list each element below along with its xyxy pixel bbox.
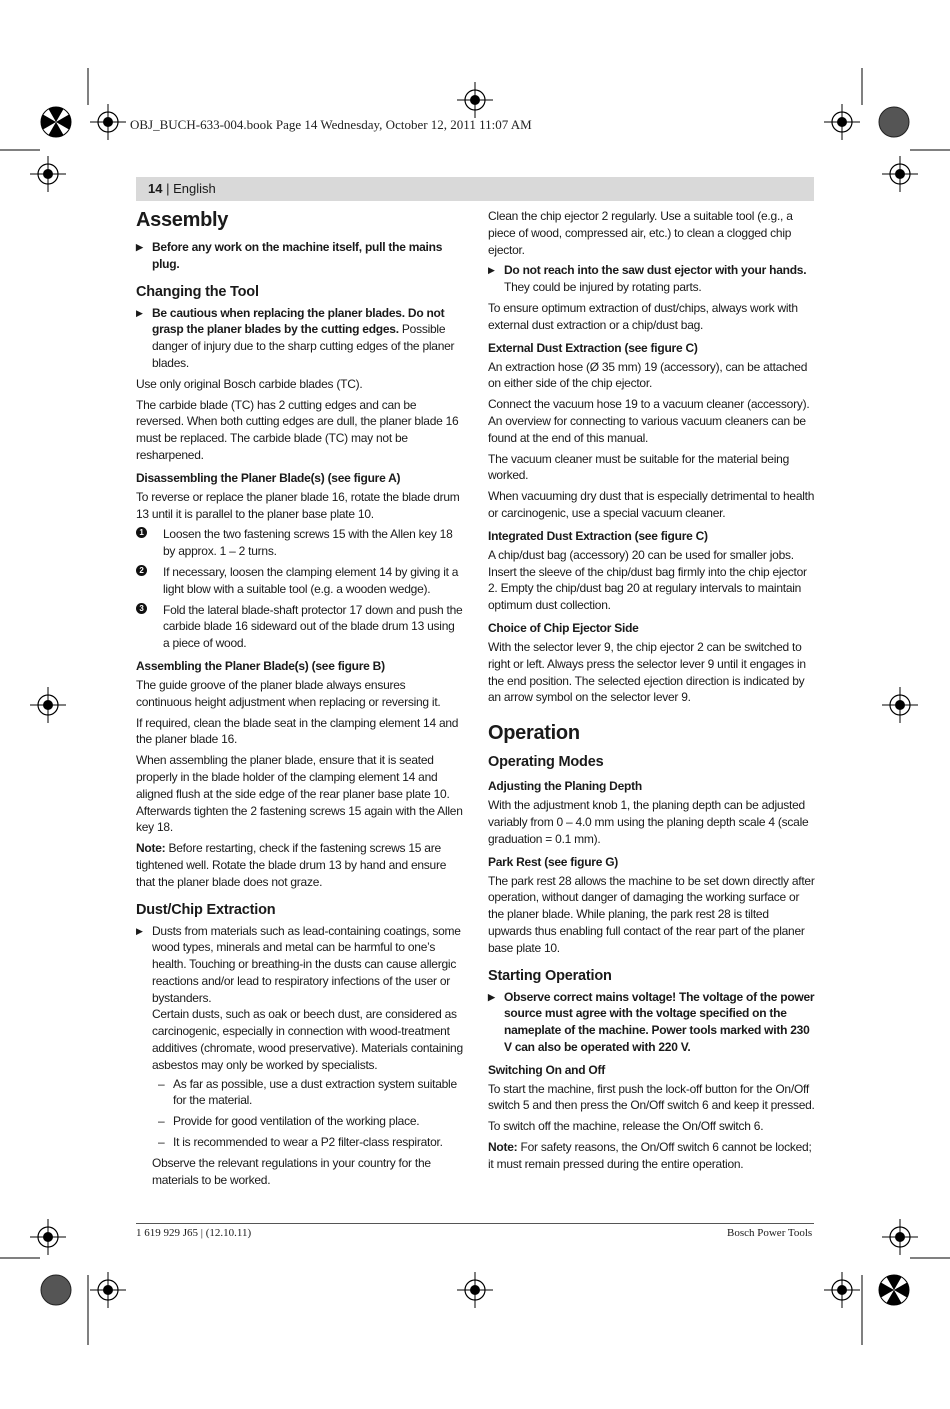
paragraph: When vacuuming dry dust that is especially detrimental to health or carcinogenic, use a special vacuum cleaner.	[488, 489, 815, 520]
assembly-title: Assembly	[136, 209, 229, 231]
step-number-icon: 3	[136, 603, 147, 614]
right-column	[488, 208, 815, 1177]
paragraph: An extraction hose (Ø 35 mm) 19 (accessory), can be attached on either side of the chip ejector.	[488, 359, 808, 391]
step-number-icon: 2	[136, 565, 147, 576]
warning-bold: Be cautious when replacing the planer blades. Do not grasp the planer blades by the cutting edges.	[152, 305, 445, 337]
integrated-extraction-title: Integrated Dust Extraction (see figure C)	[488, 528, 708, 543]
dash-item: – It is recommended to wear a P2 filter-class respirator.	[136, 1134, 463, 1151]
paragraph: To start the machine, first push the lock-off button for the On/Off switch 5 and then press the On/Off switch 6 and keep it pressed.	[488, 1081, 815, 1113]
paragraph: Observe the relevant regulations in your country for the materials to be worked.	[152, 1155, 431, 1187]
assembling-title: Assembling the Planer Blade(s) (see figure B)	[136, 658, 385, 673]
paragraph: Connect the vacuum hose 19 to a vacuum cleaner (accessory). An overview for connecting to various vacuum cleaners can be found at the end of this manual.	[488, 397, 810, 445]
step-text: Loosen the two fastening screws 15 with the Allen key 18 by approx. 1 – 2 turns.	[163, 527, 453, 559]
note-text: For safety reasons, the On/Off switch 6 cannot be locked; it must remain pressed during the entire operation.	[488, 1140, 812, 1171]
switching-title: Switching On and Off	[488, 1062, 605, 1077]
dust-warning: ▶ Dusts from materials such as lead-containing coatings, some wood types, minerals and metal can be harmful to one’s health. Touching or breathing-in the dusts can cause allergic reactions and/or lead to respiratory infections of the user or bystanders.	[136, 923, 463, 1007]
dash-item: – As far as possible, use a dust extraction system suitable for the material.	[136, 1076, 463, 1110]
park-rest-title: Park Rest (see figure G)	[488, 854, 619, 869]
note	[136, 840, 463, 890]
paragraph: With the adjustment knob 1, the planing depth can be adjusted variably from 0 – 4.0 mm using the planing depth scale 4 (scale graduation = 0.1 mm).	[488, 798, 809, 846]
note-text: Before restarting, check if the fastening screws 15 are tightened well. Rotate the blade drum 13 by hand and ensure that the planer blade does not graze.	[136, 841, 447, 889]
paragraph: To ensure optimum extraction of dust/chips, always work with external dust extraction or a chip/dust bag.	[488, 300, 798, 332]
paragraph: With the selector lever 9, the chip ejector 2 can be switched to right or left. Always press the selector lever 9 until it engages in the end position. The selected ejection direction is indicated by an arrow symbol on the selector lever 9.	[488, 639, 806, 705]
step-item	[136, 526, 463, 560]
planing-depth-title: Adjusting the Planing Depth	[488, 779, 642, 794]
changing-tool-warning	[136, 305, 463, 372]
step-item	[136, 564, 463, 598]
external-extraction-title: External Dust Extraction (see figure C)	[488, 340, 698, 355]
left-column	[136, 207, 463, 1192]
step-number-icon: 1	[136, 527, 147, 538]
voltage-warning: ▶ Observe correct mains voltage! The voltage of the power source must agree with the voltage specified on the nameplate of the machine. Power tools marked with 230 V can also be operated with 220 V.	[488, 989, 815, 1056]
warning-bold: Do not reach into the saw dust ejector with your hands.	[504, 263, 807, 278]
paragraph: A chip/dust bag (accessory) 20 can be used for smaller jobs. Insert the sleeve of the chip/dust bag firmly into the chip ejector 2. Empty the chip/dust bag 20 at regulary intervals to maintain optimum dust collection.	[488, 547, 807, 613]
paragraph: Clean the chip ejector 2 regularly. Use a suitable tool (e.g., a piece of wood, compressed air, etc.) to clean a clogged chip ejector.	[488, 209, 793, 257]
paragraph: The carbide blade (TC) has 2 cutting edges and can be reversed. When both cutting edges are dull, the planer blade 16 must be replaced. The carbide blade (TC) may not be resharpened.	[136, 397, 459, 462]
paragraph: To reverse or replace the planer blade 16, rotate the blade drum 13 until it is parallel to the planer base plate 10.	[136, 489, 460, 521]
paragraph: The park rest 28 allows the machine to be set down directly after operation, without danger of damaging the working surface or the planer blade. While planing, the park rest 28 is tilted upwards thus enabling full contact of the rear part of the planer base plate 10.	[488, 873, 815, 955]
book-header-line: OBJ_BUCH-633-004.book Page 14 Wednesday, October 12, 2011 11:07 AM	[130, 117, 532, 132]
assembly-warning: ▶ Before any work on the machine itself, pull the mains plug.	[136, 239, 463, 273]
page-header-band	[136, 177, 814, 201]
paragraph: Certain dusts, such as oak or beech dust, are considered as carcinogenic, especially in connection with wood-treatment additives (chromate, wood preservative). Materials containing asbestos may only be worked by specialists.	[152, 1007, 463, 1072]
note-label: Note:	[488, 1140, 518, 1155]
warning-text: Possible danger of injury due to the sharp cutting edges of the planer blades.	[152, 322, 455, 370]
operation-title: Operation	[488, 722, 580, 745]
dash-item: – Provide for good ventilation of the working place.	[136, 1113, 463, 1130]
step-item	[136, 602, 463, 652]
disassembling-title: Disassembling the Planer Blade(s) (see figure A)	[136, 470, 401, 485]
starting-operation-title: Starting Operation	[488, 967, 612, 984]
step-text: Fold the lateral blade-shaft protector 17 down and push the carbide blade 16 sideward out of the blade drum 13 using a piece of wood.	[163, 602, 463, 651]
page-language: English	[173, 181, 216, 196]
footer-rule	[136, 1223, 814, 1224]
dust-extraction-title: Dust/Chip Extraction	[136, 901, 276, 918]
page-label: 14 | English	[148, 181, 216, 196]
note	[488, 1139, 815, 1173]
paragraph: Use only original Bosch carbide blades (TC).	[136, 376, 363, 391]
footer-doc-number: 1 619 929 J65 | (12.10.11)	[136, 1227, 252, 1239]
paragraph: When assembling the planer blade, ensure that it is seated properly in the blade holder of the clamping element 14 and aligned flush at the side edge of the rear planer base plate 10. Afterwards tighten the 2 fastening screws 15 again with the Allen key 18.	[136, 753, 463, 835]
ejector-warning	[488, 262, 815, 296]
warning-text: They could be injured by rotating parts.	[504, 280, 702, 295]
operating-modes-title: Operating Modes	[488, 754, 604, 771]
paragraph: To switch off the machine, release the On/Off switch 6.	[488, 1119, 764, 1134]
page-number: 14	[148, 181, 163, 196]
paragraph: The guide groove of the planer blade always ensures continuous height adjustment when replacing or reversing it.	[136, 677, 441, 709]
paragraph: The vacuum cleaner must be suitable for the material being worked.	[488, 451, 789, 483]
paragraph: If required, clean the blade seat in the clamping element 14 and the planer blade 16.	[136, 715, 459, 747]
footer-brand: Bosch Power Tools	[727, 1227, 813, 1239]
changing-tool-title: Changing the Tool	[136, 283, 259, 300]
note-label: Note:	[136, 841, 166, 856]
chip-ejector-side-title: Choice of Chip Ejector Side	[488, 620, 639, 635]
step-text: If necessary, loosen the clamping element 14 by giving it a light blow with a suitable tool (e.g. a wooden wedge).	[163, 564, 459, 596]
